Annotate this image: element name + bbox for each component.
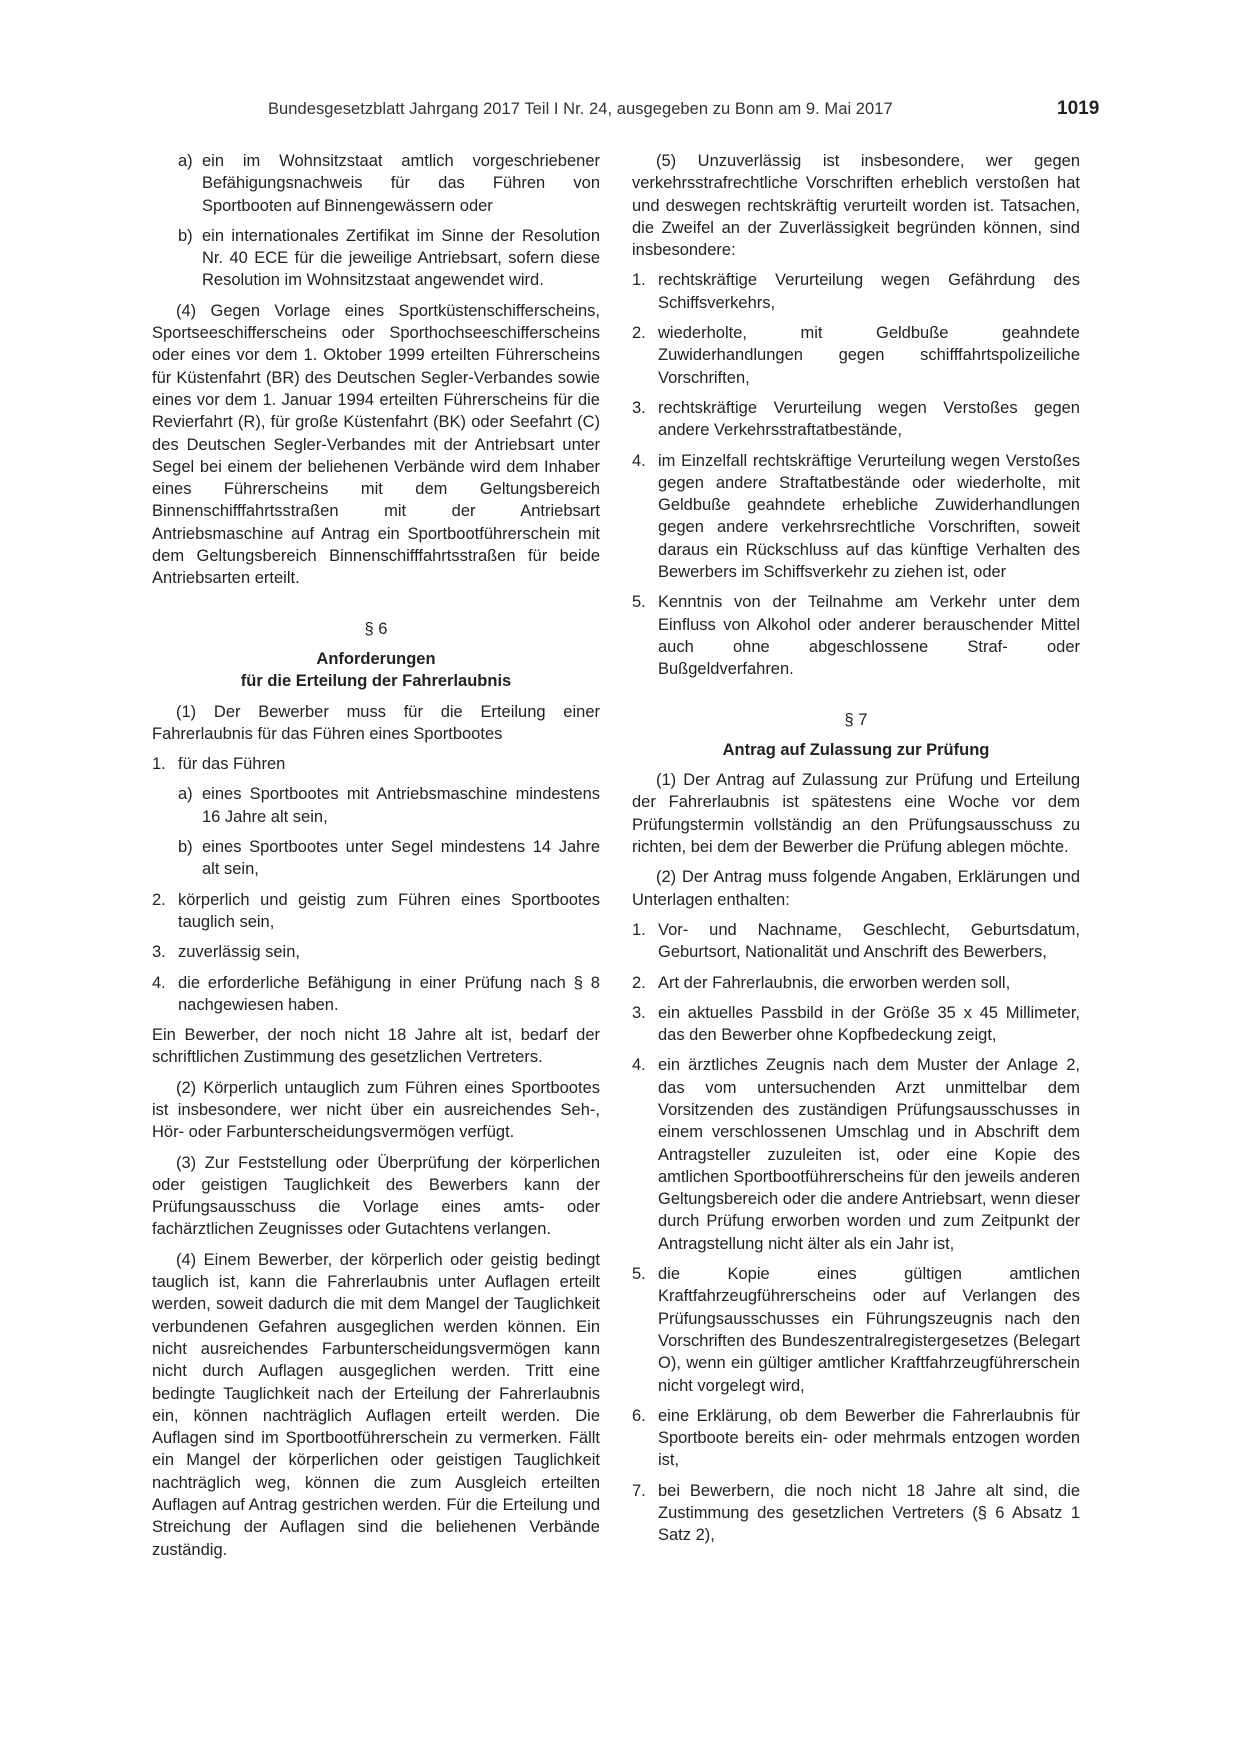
item-text: für das Führen (178, 755, 286, 774)
page-number: 1019 (1057, 98, 1100, 119)
item-label: 2. (632, 973, 646, 992)
list-item (632, 1480, 1080, 1547)
header-title: Bundesgesetzblatt Jahrgang 2017 Teil I Nr. 24, ausgegeben zu Bonn am 9. Mai 2017 (268, 100, 893, 118)
item-text: eines Sportbootes unter Segel mindestens 14 Jahre alt sein, (202, 838, 600, 879)
item-text: ein ärztliches Zeugnis nach dem Muster der Anlage 2, das vom untersuchenden Arzt unmittelbar dem Vorsitzenden des zuständigen Prüfungsausschusses in einem verschlossenen Umschlag und in Abschrift dem Antragsteller zuzuleiten ist, oder eine Kopie des amtlichen Sportbootführerscheins für den jeweils anderen Geltungsbereich oder die andere Antriebsart, wenn dieser durch Prüfung erworben worden und zum Zeitpunkt der Antragstellung nicht älter als ein Jahr ist, (658, 1056, 1080, 1253)
item-label: 1. (152, 755, 166, 774)
item-text: rechtskräftige Verurteilung wegen Verstoßes gegen andere Verkehrsstraftatbestände, (658, 398, 1080, 440)
list-item (632, 450, 1080, 584)
item-text: eines Sportbootes mit Antriebsmaschine mindestens 16 Jahre alt sein, (202, 785, 600, 826)
item-label: 2. (632, 324, 646, 343)
item-text: bei Bewerbern, die noch nicht 18 Jahre alt sind, die Zustimmung des gesetzlichen Vertreters (§ 6 Absatz 1 Satz 2), (658, 1481, 1080, 1545)
list-item (152, 836, 600, 881)
item-text: die Kopie eines gültigen amtlichen Kraftfahrzeugführerscheins oder auf Verlangen des Prüfungsausschusses ein Führungszeugnis nach den Vorschriften des Bundeszentralregistergesetzes (Belegart O), wenn ein gültiger amtlicher Kraftfahrzeugführerschein nicht vorgelegt wird, (658, 1265, 1080, 1395)
list-item (632, 972, 1080, 994)
section-title: Antrag auf Zulassung zur Prüfung (722, 740, 990, 759)
item-text: ein internationales Zertifikat im Sinne der Resolution Nr. 40 ECE für die jeweilige Antriebsart, sofern diese Resolution im Wohnsitzstaat angewendet wird. (202, 226, 600, 290)
item-label: a) (178, 785, 193, 804)
item-text: Vor- und Nachname, Geschlecht, Geburtsdatum, Geburtsort, Nationalität und Anschrift des Bewerbers, (658, 920, 1080, 962)
list-item (152, 753, 600, 775)
item-text: die erforderliche Befähigung in einer Prüfung nach § 8 nachgewiesen haben. (178, 973, 600, 1014)
section-number: § 6 (364, 619, 388, 638)
item-label: 4. (152, 973, 166, 992)
list-item (152, 889, 600, 934)
item-text: ein im Wohnsitzstaat amtlich vorgeschriebener Befähigungsnachweis für das Führen von Sportbooten auf Binnengewässern oder (202, 152, 600, 215)
item-label: 5. (632, 1265, 646, 1284)
item-label: b) (178, 226, 193, 245)
list-item (632, 591, 1080, 680)
list-item (152, 225, 600, 292)
paragraph: (1) Der Antrag auf Zulassung zur Prüfung und Erteilung der Fahrerlaubnis ist spätestens eine Woche vor dem Prüfungstermin vollständig an den Prüfungsausschuss zu richten, bei dem der Bewerber die Prüfung ablegen möchte. (632, 771, 1080, 857)
list-item (632, 1002, 1080, 1047)
item-label: 6. (632, 1406, 646, 1425)
paragraph: Ein Bewerber, der noch nicht 18 Jahre alt ist, bedarf der schriftlichen Zustimmung des gesetzlichen Vertreters. (152, 1026, 600, 1067)
section-title-line: Anforderungen (316, 649, 436, 668)
item-label: 7. (632, 1481, 646, 1500)
section-title (152, 648, 600, 693)
paragraph: (3) Zur Feststellung oder Überprüfung der körperlichen oder geistigen Tauglichkeit des Bewerbers kann der Prüfungsausschuss die Vorlage eines amts- oder fachärztlichen Zeugnisses oder Gutachtens verlangen. (152, 1153, 600, 1239)
item-label: b) (178, 838, 193, 857)
paragraph: (1) Der Bewerber muss für die Erteilung einer Fahrerlaubnis für das Führen eines Sportbootes (152, 702, 600, 743)
list-item (152, 783, 600, 828)
item-label: a) (178, 152, 193, 170)
item-label: 3. (632, 398, 646, 417)
item-text: körperlich und geistig zum Führen eines Sportbootes tauglich sein, (178, 890, 600, 931)
page-header (0, 100, 1242, 124)
section-number: § 7 (844, 710, 868, 729)
item-text: rechtskräftige Verurteilung wegen Gefährdung des Schiffsverkehrs, (658, 271, 1080, 312)
list-item (152, 150, 600, 217)
item-text: ein aktuelles Passbild in der Größe 35 x 45 Millimeter, das den Bewerber ohne Kopfbedeckung zeigt, (658, 1003, 1080, 1045)
list-item (152, 972, 600, 1017)
item-text: wiederholte, mit Geldbuße geahndete Zuwiderhandlungen gegen schifffahrtspolizeiliche Vorschriften, (658, 324, 1080, 387)
left-column (152, 150, 600, 1569)
list-item (632, 1263, 1080, 1397)
item-label: 4. (632, 451, 646, 470)
section-title-line: für die Erteilung der Fahrerlaubnis (240, 672, 512, 691)
item-label: 3. (152, 943, 166, 962)
list-item (632, 269, 1080, 314)
list-item (632, 919, 1080, 964)
list-item (632, 397, 1080, 442)
right-column (632, 150, 1080, 1555)
list-item (632, 1054, 1080, 1255)
item-text: im Einzelfall rechtskräftige Verurteilung wegen Verstoßes gegen andere Straftatbestände oder wiederholte, mit Geldbuße geahndete erhebliche Zuwiderhandlungen gegen andere verkehrsrechtliche Vorschriften, soweit daraus ein Rückschluss auf das künftige Verhalten des Bewerbers im Schiffsverkehr zu ziehen ist, oder (658, 451, 1080, 582)
item-label: 1. (632, 920, 646, 939)
paragraph: (4) Einem Bewerber, der körperlich oder geistig bedingt tauglich ist, kann die Fahrerlaubnis unter Auflagen erteilt werden, soweit dadurch die mit dem Mangel der Tauglichkeit verbundenen Gefahren ausgeglichen werden können. Ein nicht ausreichendes Farbunterscheidungsvermögen kann nicht durch Auflagen ausgeglichen werden. Tritt eine bedingte Tauglichkeit nach der Erteilung der Fahrerlaubnis ein, können nachträglich Auflagen erteilt werden. Die Auflagen sind im Sportbootführerschein zu vermerken. Fällt ein Mangel der körperlichen oder geistigen Tauglichkeit nachträglich weg, können die zum Ausgleich erteilten Auflagen auf Antrag gestrichen werden. Für die Erteilung und Streichung der Auflagen sind die beliehenen Verbände zuständig. (152, 1250, 600, 1559)
paragraph: (4) Gegen Vorlage eines Sportküstenschifferscheins, Sportseeschifferscheins oder Sporthochseeschifferscheins oder eines vor dem 1. Oktober 1999 erteilten Führerscheins für Küstenfahrt (BR) des Deutschen Segler-Verbandes sowie eines vor dem 1. Januar 1994 erteilten Führerscheins für die Revierfahrt (R), für große Küstenfahrt (BK) oder Seefahrt (C) des Deutschen Segler-Verbandes mit der Antriebsart unter Segel bei einem der beliehenen Verbände wird dem Inhaber eines Führerscheins mit dem Geltungsbereich Binnenschifffahrtsstraßen mit der Antriebsart Antriebsmaschine auf Antrag ein Sportbootführerschein mit dem Geltungsbereich Binnenschifffahrtsstraßen für beide Antriebsarten erteilt. (152, 301, 600, 588)
list-item (152, 941, 600, 963)
item-label: 4. (632, 1056, 646, 1075)
paragraph: (5) Unzuverlässig ist insbesondere, wer gegen verkehrsstrafrechtliche Vorschriften erheblich verstoßen hat und deswegen rechtskräftig verurteilt worden ist. Tatsachen, die Zweifel an der Zuverlässigkeit begründen können, sind insbesondere: (632, 152, 1080, 260)
item-label: 5. (632, 593, 646, 612)
list-item (632, 322, 1080, 389)
item-label: 1. (632, 271, 646, 290)
item-text: Art der Fahrerlaubnis, die erworben werden soll, (658, 973, 1011, 992)
item-text: Kenntnis von der Teilnahme am Verkehr unter dem Einfluss von Alkohol oder anderer berauschender Mittel auch ohne abgeschlossene Straf- oder Bußgeldverfahren. (658, 593, 1080, 679)
item-text: zuverlässig sein, (178, 943, 300, 962)
paragraph: (2) Der Antrag muss folgende Angaben, Erklärungen und Unterlagen enthalten: (632, 868, 1080, 909)
list-item (632, 1405, 1080, 1472)
item-text: eine Erklärung, ob dem Bewerber die Fahrerlaubnis für Sportboote bereits ein- oder mehrmals entzogen worden ist, (658, 1406, 1080, 1470)
paragraph: (2) Körperlich untauglich zum Führen eines Sportbootes ist insbesondere, wer nicht über ein ausreichendes Seh-, Hör- oder Farbunterscheidungsvermögen verfügt. (152, 1078, 600, 1142)
item-label: 3. (632, 1003, 646, 1022)
item-label: 2. (152, 890, 166, 909)
